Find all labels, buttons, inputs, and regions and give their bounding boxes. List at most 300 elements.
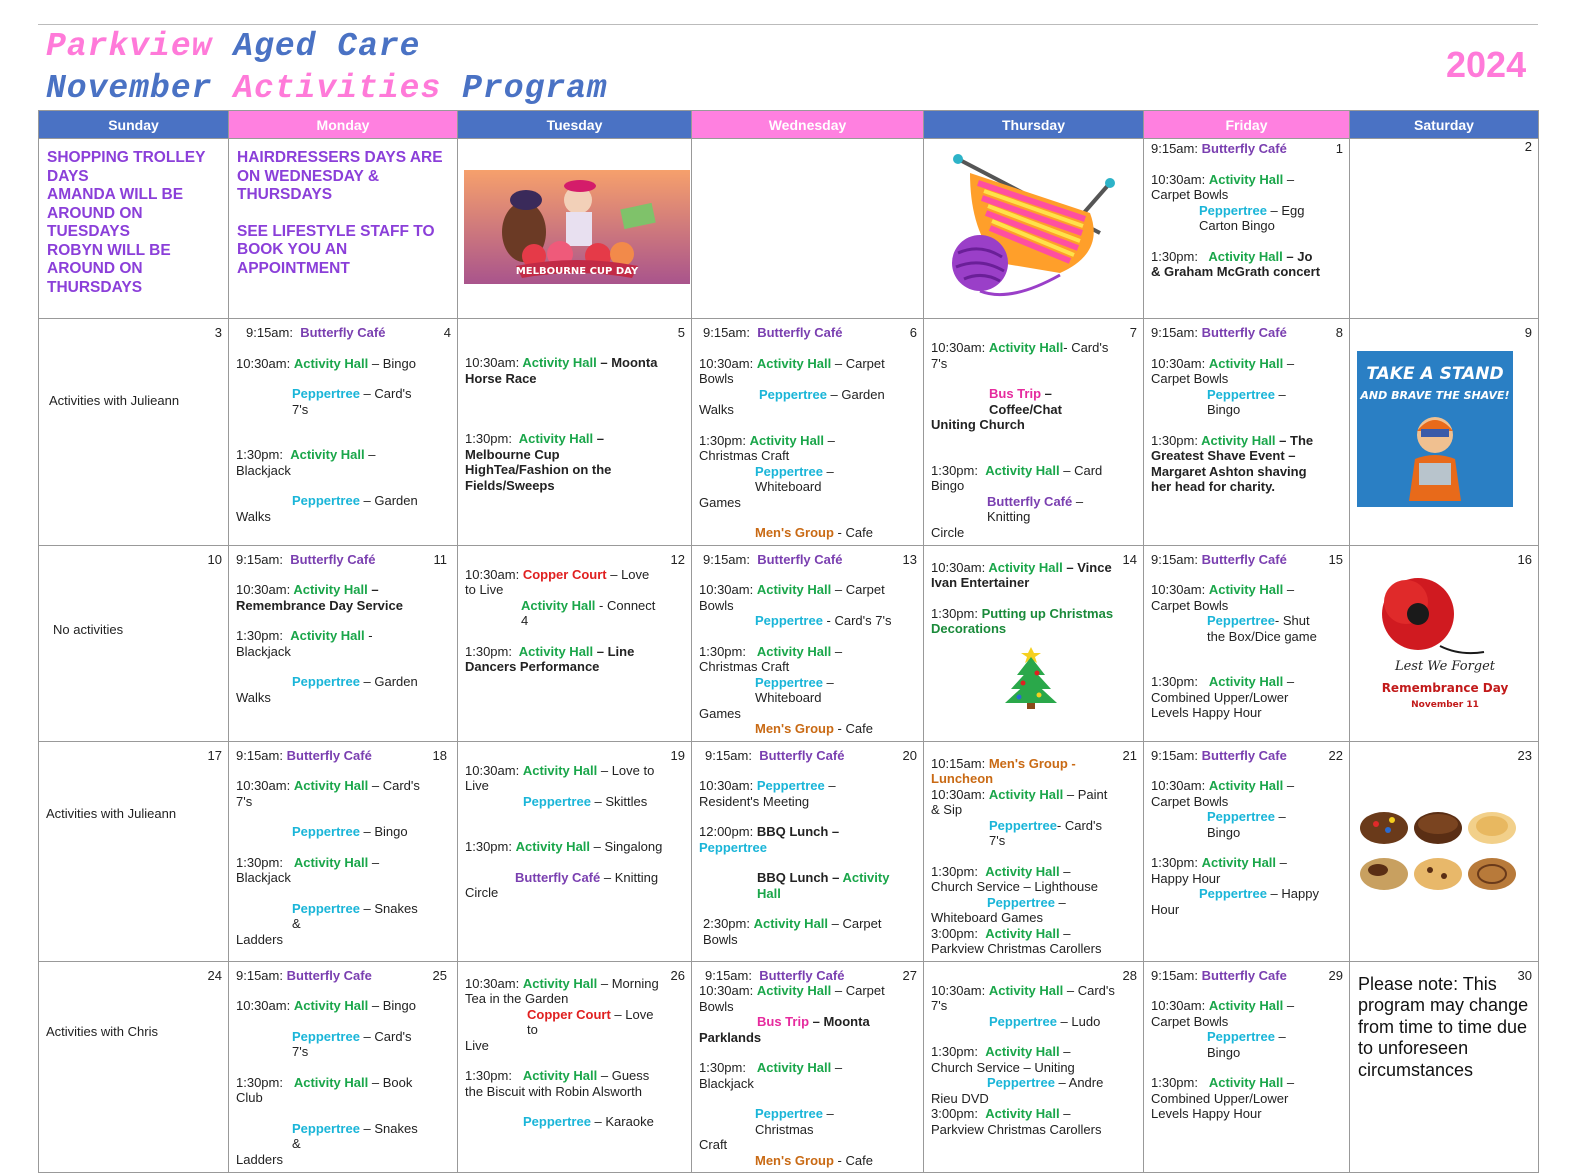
event-text: Rieu DVD xyxy=(931,1090,989,1106)
cell-nov-25 xyxy=(229,961,458,1173)
time-label: 1:30pm: xyxy=(236,447,283,462)
week-row-2 xyxy=(39,319,1539,546)
brave-the-shave-image xyxy=(1357,351,1513,507)
event-text: – Knitting xyxy=(600,869,659,885)
event-text: – Snakes & xyxy=(292,900,418,931)
event-text: – Bingo xyxy=(1207,809,1286,840)
sunday-note: Activities with Julieann xyxy=(49,393,180,408)
date-number: 3 xyxy=(214,325,222,340)
time-label: 9:15am: xyxy=(236,747,283,763)
venue-butterfly: Butterfly Café xyxy=(1201,141,1287,156)
top-rule xyxy=(38,24,1538,25)
event-text: - Cafe xyxy=(833,525,873,540)
time-label: 9:15am: xyxy=(1151,551,1198,567)
event-text: – The Greatest Shave Event – Margaret Ashton shaving her head for charity. xyxy=(1151,432,1314,494)
event-text: BBQ Lunch – xyxy=(756,824,840,839)
time-label: 9:15am: xyxy=(246,325,293,340)
venue-activity-hall: Activity Hall xyxy=(985,1106,1060,1121)
event-text: – Bingo xyxy=(1207,386,1286,417)
event-text: – Knitting xyxy=(987,493,1084,524)
remembrance-poppy-image xyxy=(1360,566,1530,726)
time-label: 10:30am: xyxy=(236,582,291,597)
venue-butterfly: Butterfly Café xyxy=(515,869,601,885)
cell-nov-23 xyxy=(1350,741,1539,961)
event-text: Parklands xyxy=(699,1029,762,1045)
title-word-program: Program xyxy=(462,70,608,107)
date-number: 4 xyxy=(443,325,451,340)
time-label: 12:00pm: xyxy=(699,824,754,839)
venue-activity-hall: Activity Hall xyxy=(756,582,832,597)
event-text: - Card's 7's xyxy=(931,340,1109,371)
time-label: 10:30am: xyxy=(931,982,986,998)
event-text: – Parkview Christmas Carollers xyxy=(931,925,1102,956)
venue-activity-hall: Activity Hall xyxy=(988,982,1064,998)
time-label: 9:15am: xyxy=(705,747,752,763)
venue-copper-court: Copper Court xyxy=(522,566,607,582)
week-row-1 xyxy=(39,139,1539,319)
date-number: 16 xyxy=(1517,551,1532,567)
cell-sun-notice xyxy=(39,139,229,319)
venue-butterfly: Butterfly Café xyxy=(286,747,372,763)
cell-nov-18 xyxy=(229,741,458,961)
venue-activity-hall: Activity Hall xyxy=(290,447,365,462)
time-label: 10:30am: xyxy=(465,762,520,778)
venue-peppertree: Peppertree xyxy=(1207,386,1275,402)
header-tuesday: Tuesday xyxy=(458,111,692,139)
time-label: 10:30am: xyxy=(931,559,986,575)
melbourne-cup-image xyxy=(464,170,690,284)
venue-activity-hall: Activity Hall xyxy=(756,983,832,998)
venue-activity-hall: Activity Hall xyxy=(518,643,594,659)
melbourne-cup-label: MELBOURNE CUP DAY xyxy=(515,266,639,277)
venue-peppertree: Peppertree xyxy=(987,894,1055,910)
venue-activity-hall: Activity Hall xyxy=(985,925,1060,941)
venue-activity-hall: Activity Hall xyxy=(1208,998,1284,1013)
venue-peppertree: Peppertree xyxy=(523,1114,591,1129)
date-number: 6 xyxy=(909,325,917,340)
event-text: – Carpet Bowls xyxy=(699,983,885,1014)
event-text: – Egg Carton Bingo xyxy=(1199,202,1305,233)
header-friday: Friday xyxy=(1144,111,1350,139)
lest-we-forget-script: Lest We Forget xyxy=(1394,658,1496,674)
event-text: – Snakes & xyxy=(292,1120,418,1151)
event-text: – Combined Upper/Lower Levels Happy Hour xyxy=(1151,674,1295,720)
event-text: - Connect 4 xyxy=(521,597,656,628)
event-text: – Bingo xyxy=(359,824,408,839)
venue-activity-hall: Activity Hall xyxy=(293,1074,369,1090)
week-row-3 xyxy=(39,545,1539,741)
venue-activity-hall: Activity Hall xyxy=(988,786,1064,802)
time-label: 1:30pm: xyxy=(931,605,978,621)
venue-activity-hall: Activity Hall xyxy=(756,643,832,659)
date-number: 25 xyxy=(432,967,447,983)
cell-wed-empty xyxy=(692,139,924,319)
time-label: 1:30pm: xyxy=(699,1060,746,1075)
event-text: – Melbourne Cup HighTea/Fashion on the Fields/Sweeps xyxy=(465,431,612,493)
event-text: – Church Service – Lighthouse xyxy=(931,863,1098,894)
time-label: 9:15am: xyxy=(703,551,750,567)
cell-mon-notice xyxy=(229,139,458,319)
cell-nov-12 xyxy=(458,545,692,741)
time-label: 10:30am: xyxy=(465,355,520,370)
venue-activity-hall: Activity Hall xyxy=(522,355,597,370)
time-label: 10:30am: xyxy=(236,778,291,793)
time-label: 9:15am: xyxy=(1151,325,1198,340)
time-label: 10:30am: xyxy=(699,778,754,793)
event-text: - Card's 7's xyxy=(989,817,1103,848)
event-text: – Love to Live xyxy=(465,762,655,793)
cell-nov-26 xyxy=(458,961,692,1173)
event-text: Live xyxy=(465,1037,489,1053)
cell-nov-13 xyxy=(692,545,924,741)
notice-line: SEE LIFESTYLE STAFF TO BOOK YOU AN APPOINTMENT xyxy=(237,222,435,277)
venue-peppertree: Peppertree xyxy=(755,463,823,479)
venue-peppertree: Peppertree xyxy=(989,1013,1057,1029)
venue-activity-hall: Activity Hall xyxy=(521,597,596,613)
time-label: 1:30pm: xyxy=(931,462,978,478)
date-number: 8 xyxy=(1335,325,1343,340)
event-text: – Card's 7's xyxy=(292,1028,412,1059)
event-text: Hour xyxy=(1151,901,1180,917)
cell-nov-10 xyxy=(39,545,229,741)
date-number: 13 xyxy=(902,551,917,567)
date-number: 30 xyxy=(1517,967,1532,983)
event-text: – Card's 7's xyxy=(292,386,412,417)
time-label: 3:00pm: xyxy=(931,1106,978,1121)
date-number: 12 xyxy=(670,551,685,567)
cell-nov-9 xyxy=(1350,319,1539,546)
venue-activity-hall: Activity Hall xyxy=(1208,171,1284,187)
time-label: 9:15am: xyxy=(1151,141,1198,156)
time-label: 1:30pm: xyxy=(1151,432,1198,448)
week-row-5 xyxy=(39,961,1539,1173)
weekday-header-row xyxy=(39,111,1539,139)
remembrance-date: November 11 xyxy=(1411,699,1479,710)
venue-activity-hall: Activity Hall xyxy=(293,355,369,371)
notice-line: AMANDA WILL BE AROUND ON TUESDAYS xyxy=(47,186,184,240)
date-number: 9 xyxy=(1524,325,1532,340)
time-label: 10:30am: xyxy=(699,983,754,998)
time-label: 3:00pm: xyxy=(931,925,978,941)
event-text: – Blackjack xyxy=(236,854,380,885)
time-label: 10:30am: xyxy=(931,786,986,802)
event-text: – Carpet Bowls xyxy=(1151,778,1295,809)
sunday-note: No activities xyxy=(53,621,124,637)
event-text: – Garden xyxy=(359,493,418,508)
event-text: – Jo & Graham McGrath concert xyxy=(1151,248,1321,279)
venue-activity-hall: Activity Hall xyxy=(753,916,829,931)
event-text: – Karaoke xyxy=(590,1114,654,1129)
event-text: Ladders xyxy=(236,931,283,947)
title-word-aged: Aged Care xyxy=(233,28,421,65)
event-text: – Happy xyxy=(1266,886,1319,901)
time-label: 10:30am: xyxy=(1151,778,1206,793)
header-saturday: Saturday xyxy=(1350,111,1539,139)
notice-line: HAIRDRESSERS DAYS ARE ON WEDNESDAY & THURSDAYS xyxy=(237,149,443,203)
time-label: 10:30am: xyxy=(1151,582,1206,597)
venue-activity-hall: Activity Hall xyxy=(290,628,365,643)
date-number: 7 xyxy=(1129,325,1137,340)
date-number: 2 xyxy=(1524,139,1532,154)
time-label: 1:30pm: xyxy=(1151,248,1198,264)
venue-activity-hall: Activity Hall xyxy=(1208,1075,1284,1090)
cell-nov-22 xyxy=(1144,741,1350,961)
venue-activity-hall: Activity Hall xyxy=(522,1068,598,1083)
venue-butterfly: Butterfly Café xyxy=(987,493,1073,509)
venue-peppertree: Peppertree xyxy=(292,674,360,689)
time-label: 1:30pm: xyxy=(699,643,746,659)
venue-butterfly: Butterfly Café xyxy=(1201,551,1287,567)
event-text: Walks xyxy=(236,508,271,524)
event-text: - Blackjack xyxy=(236,628,373,659)
time-label: 1:30pm: xyxy=(1151,674,1198,689)
time-label: 10:30am: xyxy=(1151,355,1206,371)
event-text: – Moonta Horse Race xyxy=(465,355,658,386)
venue-peppertree: Peppertree xyxy=(1207,613,1275,628)
venue-activity-hall: Activity Hall xyxy=(1208,582,1284,597)
event-text: Ladders xyxy=(236,1151,283,1167)
sunday-note: Activities with Chris xyxy=(46,1023,158,1039)
venue-peppertree: Peppertree xyxy=(759,386,827,402)
venue-peppertree: Peppertree xyxy=(1207,1029,1275,1044)
event-text: Games xyxy=(699,705,741,721)
event-text: – Card's 7's xyxy=(236,778,420,809)
event-text: – Christmas Craft xyxy=(699,643,843,674)
time-label: 1:30pm: xyxy=(465,643,512,659)
venue-peppertree: Peppertree xyxy=(292,1120,360,1136)
venue-activity-hall: Activity Hall xyxy=(518,431,594,446)
time-label: 1:30pm: xyxy=(236,854,283,870)
time-label: 10:30am: xyxy=(931,340,986,355)
venue-peppertree: Peppertree xyxy=(1199,886,1267,901)
date-number: 15 xyxy=(1328,551,1343,567)
event-text: – Blackjack xyxy=(236,447,376,478)
venue-bus-trip: Bus Trip xyxy=(757,1014,810,1029)
event-text: Circle xyxy=(931,524,965,540)
header-thursday: Thursday xyxy=(924,111,1144,139)
venue-butterfly: Butterfly Café xyxy=(300,325,386,340)
venue-activity-hall: Activity Hall xyxy=(756,1060,832,1075)
time-label: 1:30pm: xyxy=(699,432,746,448)
time-label: 1:30pm: xyxy=(465,839,512,854)
time-label: 1:30pm: xyxy=(931,1044,978,1059)
time-label: 10:30am: xyxy=(236,998,291,1013)
event-text: BBQ Lunch – xyxy=(757,870,843,885)
time-label: 10:30am: xyxy=(1151,171,1206,187)
cell-nov-4 xyxy=(229,319,458,546)
time-label: 1:30pm: xyxy=(931,863,978,879)
event-text: – Parkview Christmas Carollers xyxy=(931,1106,1102,1137)
time-label: 9:15am: xyxy=(1151,967,1198,983)
time-label: 2:30pm: xyxy=(703,916,750,931)
venue-activity-hall: Activity Hall xyxy=(988,340,1064,355)
venue-butterfly: Butterfly Café xyxy=(1201,325,1287,340)
cell-thu-image xyxy=(924,139,1144,319)
event-text: – Carpet Bowls xyxy=(1151,582,1295,613)
time-label: 9:15am: xyxy=(236,551,283,567)
venue-activity-hall: Activity Hall xyxy=(293,998,369,1013)
venue-peppertree: Peppertree xyxy=(292,386,360,401)
time-label: 9:15am: xyxy=(705,967,752,983)
event-text: – Paint & Sip xyxy=(931,786,1108,817)
event-text: Walks xyxy=(236,689,271,705)
cell-nov-19 xyxy=(458,741,692,961)
time-label: 10:30am: xyxy=(699,355,754,371)
event-text: – Garden xyxy=(826,386,885,402)
event-text: – Garden xyxy=(359,674,418,689)
event-text: – Love to Live xyxy=(465,566,650,597)
event-text: – Bingo xyxy=(368,998,416,1013)
date-number: 17 xyxy=(207,747,222,763)
shave-line-2: AND BRAVE THE SHAVE! xyxy=(1360,389,1510,402)
date-number: 27 xyxy=(902,967,917,983)
venue-peppertree: Peppertree xyxy=(699,839,767,855)
title-word-november: November xyxy=(46,70,213,107)
event-text: – Morning Tea in the Garden xyxy=(465,975,659,1006)
cell-nov-14 xyxy=(924,545,1144,741)
venue-peppertree: Peppertree xyxy=(755,613,823,628)
shave-line-1: TAKE A STAND xyxy=(1366,364,1504,384)
date-number: 23 xyxy=(1517,747,1532,763)
venue-activity-hall: Activity Hall xyxy=(522,762,598,778)
venue-activity-hall: Activity Hall xyxy=(1208,355,1284,371)
venue-activity-hall: Activity Hall xyxy=(985,1044,1060,1059)
time-label: 1:30pm: xyxy=(465,431,512,446)
cell-nov-27 xyxy=(692,961,924,1173)
venue-activity-hall: Activity Hall xyxy=(293,854,369,870)
time-label: 1:30pm: xyxy=(236,628,283,643)
cell-nov-15 xyxy=(1144,545,1350,741)
venue-butterfly: Butterfly Cafe xyxy=(1201,747,1287,763)
cell-tue-image xyxy=(458,139,692,319)
notice-line: SHOPPING TROLLEY DAYS xyxy=(47,149,206,185)
event-text: – Christmas Craft xyxy=(699,432,835,463)
venue-activity-hall: Activity Hall xyxy=(293,778,369,793)
cell-nov-28 xyxy=(924,961,1144,1173)
venue-activity-hall: Activity Hall xyxy=(985,462,1060,478)
cell-nov-16 xyxy=(1350,545,1539,741)
event-text: – Singalong xyxy=(590,839,663,854)
event-text: - Card's 7's xyxy=(822,613,892,628)
event-text: – Line Dancers Performance xyxy=(465,643,635,674)
event-text: – Christmas xyxy=(755,1106,834,1137)
event-text: Uniting Church xyxy=(931,417,1025,432)
event-text: – Coffee/Chat xyxy=(989,386,1062,417)
event-text: – Carpet Bowls xyxy=(1151,355,1295,386)
event-text: – Moonta xyxy=(809,1014,870,1029)
sunday-note: Activities with Julieann xyxy=(46,805,177,821)
calendar-grid xyxy=(38,110,1539,1173)
venue-activity-hall: Activity Hall xyxy=(756,355,832,371)
event-text: – Bingo xyxy=(1207,1029,1286,1060)
notice-line: ROBYN WILL BE AROUND ON THURSDAYS xyxy=(47,241,171,296)
event-text: – Whiteboard xyxy=(755,463,834,494)
event-text: – Guess the Biscuit with Robin Alsworth xyxy=(465,1068,650,1099)
venue-peppertree: Peppertree xyxy=(755,1106,823,1121)
date-number: 5 xyxy=(677,325,685,340)
cell-nov-24 xyxy=(39,961,229,1173)
cell-nov-5 xyxy=(458,319,692,546)
venue-peppertree: Peppertree xyxy=(987,1075,1055,1090)
event-text: – Blackjack xyxy=(699,1060,843,1091)
time-label: 1:30pm: xyxy=(236,1074,283,1090)
time-label: 10:30am: xyxy=(699,582,754,597)
venue-peppertree: Peppertree xyxy=(755,674,823,690)
date-number: 19 xyxy=(670,747,685,763)
cell-nov-6 xyxy=(692,319,924,546)
event-text: – Happy Hour xyxy=(1151,855,1287,886)
venue-activity-hall: Activity Hall xyxy=(1201,855,1277,870)
cell-nov-17 xyxy=(39,741,229,961)
event-text: – Vince Ivan Entertainer xyxy=(931,559,1112,590)
venue-bus-trip: Bus Trip xyxy=(989,386,1042,401)
title-word-parkview: Parkview xyxy=(46,28,213,65)
date-number: 11 xyxy=(433,551,447,567)
event-text: – Church Service – Uniting xyxy=(931,1044,1075,1075)
venue-activity-hall: Activity Hall xyxy=(1201,432,1276,448)
header-wednesday: Wednesday xyxy=(692,111,924,139)
venue-peppertree: Peppertree xyxy=(756,778,825,793)
event-text: – Resident's Meeting xyxy=(699,778,836,809)
event-text: – Ludo xyxy=(1056,1013,1101,1029)
event-text: - Shut the Box/Dice game xyxy=(1207,613,1317,644)
venue-peppertree: Peppertree xyxy=(1207,809,1275,824)
event-text: – Carpet Bowls xyxy=(1151,998,1295,1029)
venue-activity-hall: Activity Hall xyxy=(749,432,825,448)
venue-copper-court: Copper Court xyxy=(527,1006,611,1022)
knitting-image xyxy=(940,153,1120,303)
venue-butterfly: Butterfly Café xyxy=(757,325,843,340)
date-number: 28 xyxy=(1122,967,1137,983)
time-label: 9:15am: xyxy=(1151,747,1198,763)
cell-nov-21 xyxy=(924,741,1144,961)
time-label: 10:15am: xyxy=(931,755,986,771)
week-row-4 xyxy=(39,741,1539,961)
cell-nov-1 xyxy=(1144,139,1350,319)
cell-nov-2 xyxy=(1350,139,1539,319)
event-text: – Carpet Bowls xyxy=(703,916,882,947)
event-text: – Andre xyxy=(1054,1075,1104,1090)
venue-peppertree: Peppertree xyxy=(292,824,360,839)
date-number: 1 xyxy=(1335,141,1343,156)
venue-activity-hall: Activity Hall xyxy=(1208,248,1283,264)
time-label: 10:30am: xyxy=(236,355,291,371)
remembrance-label: Remembrance Day xyxy=(1381,680,1509,695)
time-label: 10:30am: xyxy=(1151,998,1206,1013)
venue-activity-hall: Activity Hall xyxy=(1208,778,1284,793)
cell-nov-8 xyxy=(1144,319,1350,546)
venue-peppertree: Peppertree xyxy=(1199,202,1267,218)
title-line-2 xyxy=(46,70,608,107)
venue-mens-group: Men's Group xyxy=(755,721,834,736)
event-text: – Carpet Bowls xyxy=(1151,171,1295,202)
venue-mens-group: Men's Group xyxy=(755,525,834,540)
title-word-activities: Activities xyxy=(233,70,442,107)
venue-butterfly: Butterfly Cafe xyxy=(1201,967,1287,983)
time-label: 1:30pm: xyxy=(1151,855,1198,870)
time-label: 9:15am: xyxy=(703,325,750,340)
venue-activity-hall: Activity Hall xyxy=(522,975,598,991)
event-text: - Cafe xyxy=(833,1152,873,1168)
venue-butterfly: Butterfly Café xyxy=(759,967,845,983)
time-label: 1:30pm: xyxy=(1151,1075,1198,1090)
venue-peppertree: Peppertree xyxy=(292,1028,360,1044)
date-number: 29 xyxy=(1328,967,1343,983)
venue-activity-hall: Activity Hall xyxy=(515,839,591,854)
venue-activity-hall: Activity Hall xyxy=(1208,674,1284,689)
venue-mens-group: Men's Group xyxy=(755,1152,834,1168)
venue-peppertree: Peppertree xyxy=(292,900,360,916)
